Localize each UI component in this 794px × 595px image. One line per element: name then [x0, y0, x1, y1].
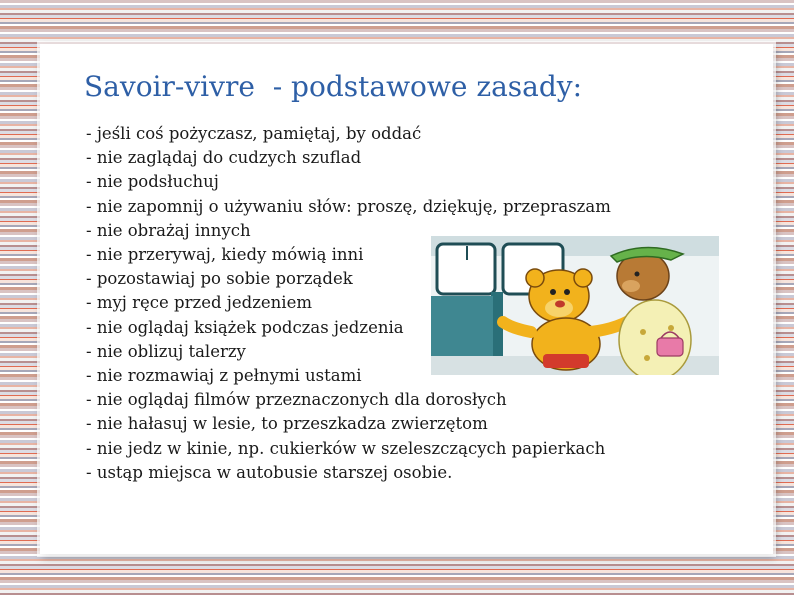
list-item: - nie oblizuj talerzy	[86, 341, 246, 361]
list-item: - nie oglądaj książek podczas jedzenia	[86, 317, 404, 337]
list-item: - jeśli coś pożyczasz, pamiętaj, by oddać	[86, 124, 422, 143]
list-item: - pozostawiaj po sobie porządek	[86, 269, 353, 289]
list-item: - nie obrażaj innych	[86, 220, 251, 240]
slide-title: Savoir-vivre - podstawowe zasady:	[84, 70, 583, 103]
handbag	[657, 338, 683, 356]
list-item: - nie zapomnij o używaniu słów: proszę, dziękuję, przepraszam	[86, 196, 611, 216]
bears-illustration-svg	[431, 236, 719, 375]
slide	[40, 44, 773, 554]
list-item: - nie hałasuj w lesie, to przeszkadza zwierzętom	[86, 414, 488, 434]
list-item: - nie jedz w kinie, np. cukierków w szeleszczących papierkach	[86, 438, 606, 458]
list-item: - myj ręce przed jedzeniem	[86, 293, 312, 313]
list-item: - nie przerywaj, kiedy mówią inni	[86, 245, 364, 265]
list-item: - nie oglądaj filmów przeznaczonych dla dorosłych	[86, 390, 507, 410]
list-item: - nie zaglądaj do cudzych szuflad	[86, 148, 362, 168]
bears-illustration	[431, 236, 719, 375]
list-item: - nie podsłuchuj	[86, 172, 219, 192]
list-item: - ustąp miejsca w autobusie starszej osobie.	[86, 462, 453, 482]
list-item: - nie rozmawiaj z pełnymi ustami	[86, 366, 362, 386]
